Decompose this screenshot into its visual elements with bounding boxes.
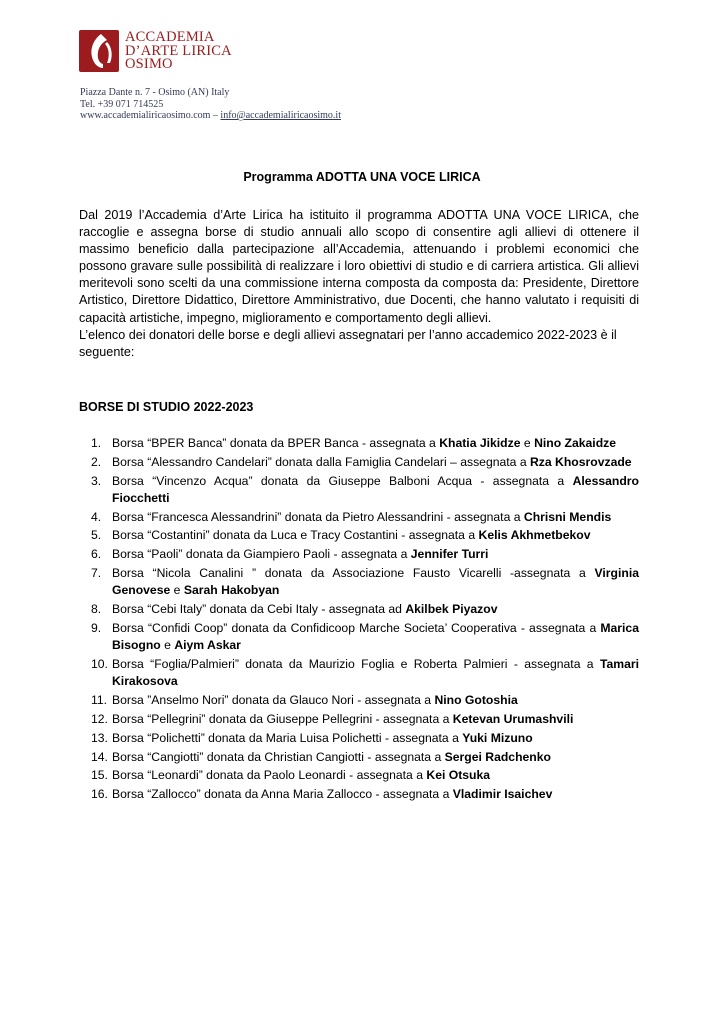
item-number: 1.: [91, 436, 102, 450]
recipient-name: Vladimir Isaichev: [452, 787, 553, 802]
recipient-name: Tamari Kirakosova: [112, 657, 639, 689]
recipient-separator: e: [520, 436, 535, 450]
contact-line: [80, 110, 341, 122]
recipient-name: Aiym Askar: [174, 638, 241, 653]
item-number: 4.: [91, 509, 102, 524]
recipient-name: Rza Khosrovzade: [530, 454, 632, 469]
scholarship-item: [79, 527, 639, 544]
scholarship-description: Borsa “Pellegrini” donata da Giuseppe Pellegrini - assegnata a: [112, 711, 453, 726]
scholarship-description: Borsa “Leonardi” donata da Paolo Leonardi - assegnata a: [112, 768, 427, 783]
recipient-name: Jennifer Turri: [410, 547, 489, 562]
recipient-separator: e: [160, 638, 175, 653]
email-link[interactable]: info@accademialiricaosimo.it: [220, 110, 341, 121]
scholarship-item: [79, 601, 639, 618]
phone-number: Tel. +39 071 714525: [80, 98, 164, 110]
intro-section: [79, 207, 639, 361]
logo-line-1: ACCADEMIA: [125, 29, 215, 45]
intro-paragraph-2: L’elenco dei donatori delle borse e degli allievi assegnatari per l’anno accademico 2022-2023 è il seguente:: [79, 327, 617, 359]
recipient-name: Yuki Mizuno: [462, 730, 533, 745]
section-title: BORSE DI STUDIO 2022-2023: [79, 400, 254, 414]
item-number: 5.: [91, 528, 102, 543]
recipient-name: Virginia Genovese: [112, 566, 639, 598]
item-number: 10.: [91, 657, 108, 672]
logo-line-3: OSIMO: [125, 56, 173, 72]
logo-line-2: D’ARTE LIRICA: [125, 42, 232, 59]
scholarship-item: [79, 509, 639, 526]
logo-mark-icon: [79, 30, 119, 72]
recipient-name: Chrisni Mendis: [523, 509, 612, 524]
scholarship-description: Borsa “Francesca Alessandrini” donata da Pietro Alessandrini - assegnata a: [112, 509, 524, 524]
document-title: Programma ADOTTA UNA VOCE LIRICA: [243, 170, 481, 184]
recipient-name: Sarah Hakobyan: [183, 583, 280, 598]
recipient-name: Alessandro Fiocchetti: [112, 473, 639, 505]
scholarship-description: Borsa “Costantini” donata da Luca e Tracy Costantini - assegnata a: [112, 528, 479, 543]
scholarship-item: [79, 711, 639, 728]
recipient-name: Nino Zakaidze: [534, 436, 617, 450]
recipient-name: Ketevan Urumashvili: [452, 711, 574, 726]
recipient-name: Kei Otsuka: [426, 768, 491, 783]
scholarship-item: [79, 546, 639, 563]
intro-paragraph: Dal 2019 l’Accademia d’Arte Lirica ha istituito il programma ADOTTA UNA VOCE LIRICA, che raccoglie e assegna borse di studio annuali allo scopo di consentire agli allievi di ottenere il massimo beneficio dalla partecipazione all’Accademia, attenuando i problemi economici che possono gravare sulle possibilità di realizzare i loro obiettivi di studio e di carriera artistica. Gli allievi meritevoli sono scelti da una commissione interna composta da composta da: Presidente, Direttore Artistico, Direttore Didattico, Direttore Amministrativo, due Docenti, che hanno valutato i requisiti di capacità artistiche, impegno, miglioramento e comportamento degli allievi.: [79, 208, 639, 325]
academy-logo: [79, 30, 259, 74]
scholarship-description: Borsa “Cangiotti” donata da Christian Cangiotti - assegnata a: [112, 749, 445, 764]
item-number: 12.: [91, 711, 108, 726]
scholarship-item: [79, 786, 639, 803]
scholarship-description: Borsa ”Anselmo Nori” donata da Glauco Nori - assegnata a: [112, 693, 435, 708]
scholarship-description: Borsa “Alessandro Candelari” donata dalla Famiglia Candelari – assegnata a: [112, 454, 530, 469]
recipient-name: Marica Bisogno: [112, 620, 639, 653]
logo-wordmark: [125, 31, 232, 72]
scholarship-description: Borsa “Foglia/Palmieri” donata da Maurizio Foglia e Roberta Palmieri - assegnata a: [112, 657, 600, 672]
scholarship-description: Borsa “Zallocco” donata da Anna Maria Zallocco - assegnata a: [112, 787, 453, 802]
scholarship-item: [79, 767, 639, 784]
scholarship-item: [79, 454, 639, 471]
item-number: 7.: [91, 566, 102, 581]
scholarship-item: [79, 692, 639, 709]
scholarship-item: [79, 620, 639, 655]
scholarship-item: [79, 730, 639, 747]
item-number: 6.: [91, 547, 102, 562]
recipient-separator: e: [170, 583, 184, 598]
item-number: 3.: [91, 473, 102, 488]
item-number: 9.: [91, 620, 102, 635]
scholarship-item: [79, 435, 639, 452]
recipient-name: Sergei Radchenko: [444, 749, 551, 764]
item-number: 11.: [91, 693, 108, 708]
scholarship-description: Borsa “Confidi Coop” donata da Confidicoop Marche Societa’ Cooperativa - assegnata a: [112, 620, 601, 635]
item-number: 13.: [91, 730, 108, 745]
scholarship-description: Borsa “Vincenzo Acqua” donata da Giuseppe Balboni Acqua - assegnata a: [112, 473, 573, 488]
scholarship-item: [79, 656, 639, 691]
scholarship-description: Borsa “BPER Banca” donata da BPER Banca - assegnata a: [112, 436, 440, 450]
recipient-name: Akilbek Piyazov: [405, 602, 498, 617]
scholarship-item: [79, 473, 639, 508]
scholarship-description: Borsa “Paoli” donata da Giampiero Paoli - assegnata a: [112, 547, 411, 562]
scholarship-description: Borsa “Polichetti” donata da Maria Luisa Polichetti - assegnata a: [112, 730, 463, 745]
scholarship-item: [79, 749, 639, 766]
item-number: 14.: [91, 749, 108, 764]
item-number: 16.: [91, 787, 108, 802]
street-address: Piazza Dante n. 7 - Osimo (AN) Italy: [80, 87, 230, 98]
scholarship-list: [79, 435, 639, 805]
item-number: 2.: [91, 454, 102, 469]
website-link[interactable]: www.accademialiricaosimo.com –: [80, 110, 221, 121]
scholarship-description: Borsa “Cebi Italy” donata da Cebi Italy - assegnata ad: [112, 602, 406, 617]
recipient-name: Nino Gotoshia: [434, 693, 518, 708]
scholarship-description: Borsa “Nicola Canalini ” donata da Associazione Fausto Vicarelli -assegnata a: [112, 566, 595, 581]
recipient-name: Kelis Akhmetbekov: [478, 528, 591, 543]
scholarship-item: [79, 565, 639, 600]
recipient-name: Khatia Jikidze: [439, 436, 521, 450]
item-number: 8.: [91, 602, 102, 617]
item-number: 15.: [91, 768, 108, 783]
letterhead-address: [80, 87, 341, 122]
